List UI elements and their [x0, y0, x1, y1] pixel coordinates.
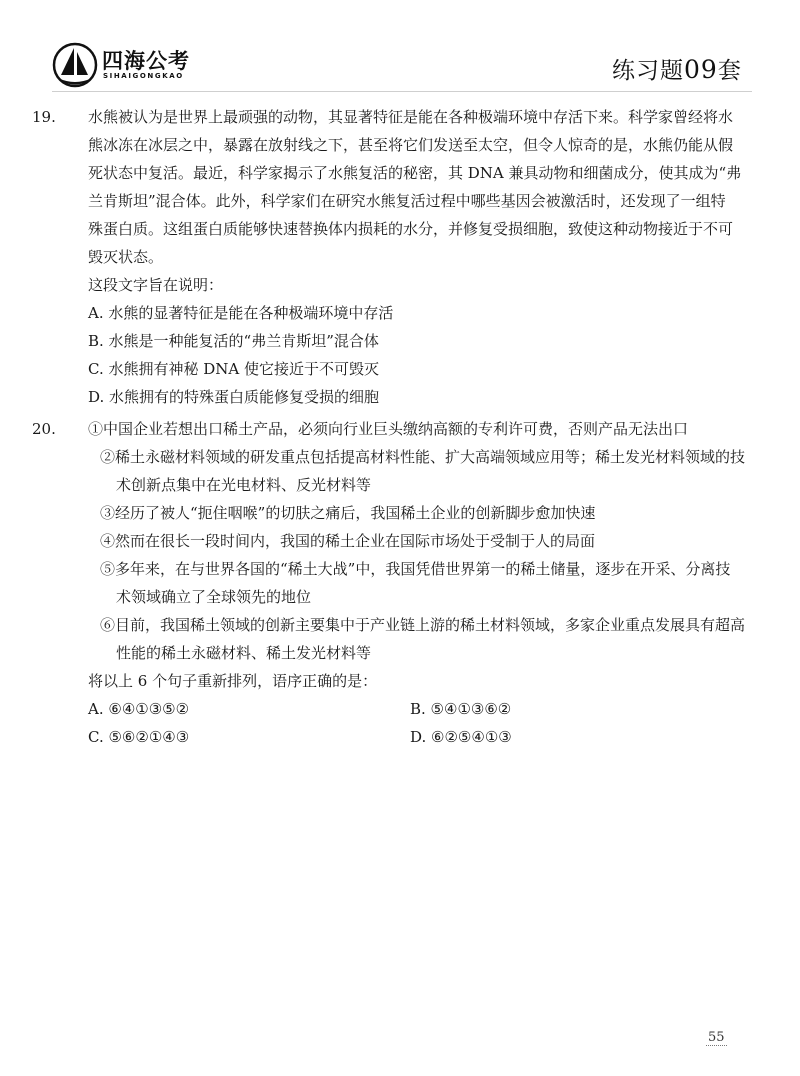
option-b[interactable]: B. 水熊是一种能复活的“弗兰肯斯坦”混合体 — [88, 332, 379, 350]
sentence-6-cont: 性能的稀土永磁材料、稀土发光材料等 — [116, 644, 372, 662]
sentence-2-cont: 术创新点集中在光电材料、反光材料等 — [116, 476, 372, 494]
page-number: 55 — [708, 1030, 725, 1045]
sentence-5-cont: 术领域确立了全球领先的地位 — [116, 588, 312, 606]
sentence-5: ⑤多年来，在与世界各国的“稀土大战”中，我国凭借世界第一的稀土储量，逐步在开采、分离技 — [100, 560, 731, 578]
option-b[interactable]: B. ⑤④①③⑥② — [410, 700, 512, 718]
option-c[interactable]: C. 水熊拥有神秘 DNA 使它接近于不可毁灭 — [88, 360, 380, 378]
options-row — [88, 695, 752, 723]
sailboat-logo-icon — [52, 42, 98, 88]
sentence-6: ⑥目前，我国稀土领域的创新主要集中于产业链上游的稀土材料领域，多家企业重点发展具有超高 — [100, 616, 746, 634]
passage-line: 死状态中复活。最近，科学家揭示了水熊复活的秘密，其 DNA 兼具动物和细菌成分，使其成为“弗 — [88, 164, 742, 182]
logo-subtitle: SIHAIGONGKAO — [103, 72, 184, 80]
practice-set-label — [612, 52, 742, 85]
question-body — [88, 415, 752, 751]
question-body — [88, 103, 752, 411]
sentence-3: ③经历了被人“扼住咽喉”的切肤之痛后，我国稀土企业的创新脚步愈加快速 — [100, 504, 596, 522]
option-a[interactable]: A. 水熊的显著特征是能在各种极端环境中存活 — [88, 304, 394, 322]
options-row — [88, 723, 752, 751]
logo-name: 四海公考 — [102, 49, 190, 73]
passage-line: 兰肯斯坦”混合体。此外，科学家们在研究水熊复活过程中哪些基因会被激活时，还发现了一组特 — [88, 192, 726, 210]
question-prompt: 将以上 6 个句子重新排列，语序正确的是： — [88, 672, 378, 690]
passage-line: 毁灭状态。 — [88, 248, 164, 266]
set-number: 09 — [684, 55, 718, 84]
sentence-4: ④然而在很长一段时间内，我国的稀土企业在国际市场处于受制于人的局面 — [100, 532, 596, 550]
set-prefix: 练习题 — [612, 58, 684, 84]
sentence-2: ②稀土永磁材料领域的研发重点包括提高材料性能、扩大高端领域应用等；稀土发光材料领域的技 — [100, 448, 746, 466]
passage-line: 殊蛋白质。这组蛋白质能够快速替换体内损耗的水分，并修复受损细胞，致使这种动物接近于不可 — [88, 220, 734, 238]
question-number: 19. — [32, 108, 56, 126]
sentence-1: ①中国企业若想出口稀土产品，必须向行业巨头缴纳高额的专利许可费，否则产品无法出口 — [88, 420, 689, 438]
header-divider — [52, 91, 752, 92]
passage-line: 水熊被认为是世界上最顽强的动物，其显著特征是能在各种极端环境中存活下来。科学家曾经将水 — [88, 108, 734, 126]
option-d[interactable]: D. ⑥②⑤④①③ — [410, 728, 512, 746]
option-a[interactable]: A. ⑥④①③⑤② — [88, 700, 190, 718]
option-d[interactable]: D. 水熊拥有的特殊蛋白质能修复受损的细胞 — [88, 388, 380, 406]
set-suffix: 套 — [717, 58, 742, 84]
question-prompt: 这段文字旨在说明： — [88, 276, 224, 294]
passage-line: 熊冰冻在冰层之中，暴露在放射线之下，甚至将它们发送至太空，但令人惊奇的是，水熊仍能从假 — [88, 136, 734, 154]
brand-logo — [52, 42, 212, 88]
question-number: 20. — [32, 420, 56, 438]
option-c[interactable]: C. ⑤⑥②①④③ — [88, 728, 190, 746]
